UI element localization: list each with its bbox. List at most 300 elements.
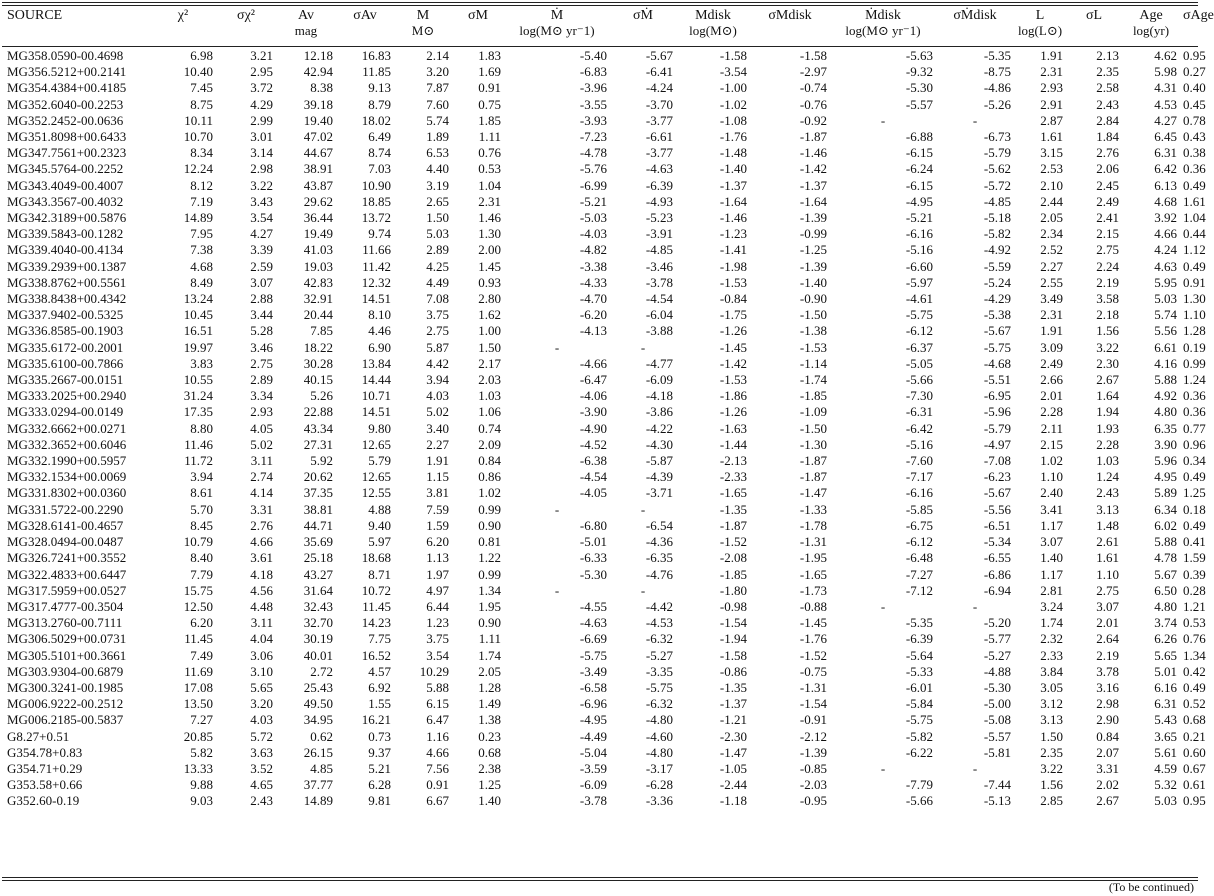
table-cell: 1.34 <box>478 582 501 598</box>
table-cell: 0.81 <box>478 534 501 550</box>
source-name-cell: MG322.4833+00.6447 <box>7 566 127 582</box>
table-cell: 38.91 <box>303 161 333 177</box>
table-cell: 3.75 <box>426 307 449 323</box>
table-row <box>2 664 1198 680</box>
table-cell: -6.38 <box>579 453 607 469</box>
table-cell: 3.54 <box>250 210 273 226</box>
table-cell: 0.27 <box>1183 64 1206 80</box>
table-cell: -3.49 <box>579 663 607 679</box>
table-cell: 1.23 <box>426 615 449 631</box>
table-cell: 15.75 <box>183 582 213 598</box>
table-cell: 1.61 <box>1183 193 1206 209</box>
table-cell: 10.71 <box>361 388 391 404</box>
table-cell: -6.83 <box>579 64 607 80</box>
table-cell: 7.38 <box>190 242 213 258</box>
table-cell: - <box>880 598 886 614</box>
table-cell: -7.27 <box>905 566 933 582</box>
table-cell: 1.55 <box>368 696 391 712</box>
table-cell: 14.23 <box>361 615 391 631</box>
table-cell: 6.26 <box>1154 631 1177 647</box>
table-cell: -4.60 <box>645 728 673 744</box>
table-cell: -4.18 <box>645 388 673 404</box>
table-cell: -3.36 <box>645 793 673 809</box>
table-cell: -5.20 <box>983 615 1011 631</box>
table-cell: 0.75 <box>478 96 501 112</box>
table-row <box>2 307 1198 323</box>
table-cell: 2.41 <box>1096 210 1119 226</box>
table-cell: 0.43 <box>1183 129 1206 145</box>
table-cell: -1.37 <box>719 696 747 712</box>
table-cell: -7.23 <box>579 129 607 145</box>
table-cell: 3.01 <box>250 129 273 145</box>
table-cell: -6.96 <box>579 696 607 712</box>
table-cell: -1.09 <box>799 404 827 420</box>
table-top-rule <box>2 2 1198 3</box>
table-cell: 8.49 <box>190 274 213 290</box>
table-row <box>2 680 1198 696</box>
table-row <box>2 550 1198 566</box>
table-cell: 0.41 <box>1183 534 1206 550</box>
table-cell: -4.66 <box>579 355 607 371</box>
source-name-cell: MG339.2939+00.1387 <box>7 258 127 274</box>
table-cell: 0.40 <box>1183 80 1206 96</box>
table-cell: -1.65 <box>719 485 747 501</box>
table-cell: 1.46 <box>478 210 501 226</box>
table-cell: -0.92 <box>799 112 827 128</box>
table-cell: 4.92 <box>1154 388 1177 404</box>
table-cell: -1.45 <box>799 615 827 631</box>
source-name-cell: MG328.0494-00.0487 <box>7 534 124 550</box>
table-cell: -6.28 <box>645 777 673 793</box>
table-cell: -1.98 <box>719 258 747 274</box>
table-cell: 7.87 <box>426 80 449 96</box>
table-cell: -5.67 <box>983 323 1011 339</box>
table-cell: 10.70 <box>183 129 213 145</box>
table-cell: 12.65 <box>361 436 391 452</box>
table-cell: -5.82 <box>905 728 933 744</box>
table-cell: 0.28 <box>1183 582 1206 598</box>
table-cell: -6.39 <box>645 177 673 193</box>
table-cell: 3.92 <box>1154 210 1177 226</box>
source-name-cell: MG332.1534+00.0069 <box>7 469 127 485</box>
column-header-label: Av <box>297 8 315 23</box>
table-cell: 19.97 <box>183 339 213 355</box>
table-row <box>2 712 1198 728</box>
table-cell: -5.82 <box>983 226 1011 242</box>
table-cell: 4.80 <box>1154 404 1177 420</box>
table-cell: -1.35 <box>719 501 747 517</box>
table-row <box>2 242 1198 258</box>
table-cell: -3.86 <box>645 404 673 420</box>
table-cell: 1.62 <box>478 307 501 323</box>
table-cell: -6.04 <box>645 307 673 323</box>
table-cell: 1.59 <box>426 517 449 533</box>
table-cell: 9.80 <box>368 420 391 436</box>
column-header-unit: log(yr) <box>1132 23 1170 38</box>
table-cell: 2.88 <box>250 291 273 307</box>
table-cell: 7.27 <box>190 712 213 728</box>
column-header <box>150 6 216 48</box>
table-cell: 4.04 <box>250 631 273 647</box>
table-cell: -7.44 <box>983 777 1011 793</box>
table-cell: -6.99 <box>579 177 607 193</box>
table-cell: 12.32 <box>361 274 391 290</box>
table-cell: 31.64 <box>303 582 333 598</box>
table-cell: -9.32 <box>905 64 933 80</box>
table-cell: 2.40 <box>1040 485 1063 501</box>
table-cell: 2.28 <box>1096 436 1119 452</box>
table-row <box>2 534 1198 550</box>
column-header-label: σMdisk <box>768 8 812 23</box>
table-cell: 42.83 <box>303 274 333 290</box>
table-cell: 1.91 <box>1040 48 1063 63</box>
table-cell: -6.32 <box>645 631 673 647</box>
table-cell: -5.05 <box>905 355 933 371</box>
table-row <box>2 518 1198 534</box>
table-cell: 7.08 <box>426 291 449 307</box>
table-cell: -5.03 <box>579 210 607 226</box>
table-cell: 0.49 <box>1183 258 1206 274</box>
table-cell: -2.30 <box>719 728 747 744</box>
source-name-cell: MG332.1990+00.5957 <box>7 453 127 469</box>
table-row <box>2 129 1198 145</box>
table-cell: -6.32 <box>645 696 673 712</box>
column-header-label: χ² <box>177 8 189 23</box>
table-cell: 3.22 <box>1096 339 1119 355</box>
table-cell: 37.35 <box>303 485 333 501</box>
table-cell: -1.42 <box>719 355 747 371</box>
table-cell: 14.89 <box>183 210 213 226</box>
table-cell: 6.16 <box>1154 679 1177 695</box>
table-cell: 2.15 <box>1096 226 1119 242</box>
table-cell: 9.40 <box>368 517 391 533</box>
table-cell: 4.97 <box>426 582 449 598</box>
table-cell: 1.40 <box>478 793 501 809</box>
source-name-cell: MG300.3241-00.1985 <box>7 679 124 695</box>
table-cell: 13.24 <box>183 291 213 307</box>
table-cell: 8.71 <box>368 566 391 582</box>
table-cell: 2.24 <box>1096 258 1119 274</box>
table-cell: 3.05 <box>1040 679 1063 695</box>
table-cell: -2.12 <box>799 728 827 744</box>
table-cell: 3.13 <box>1096 501 1119 517</box>
table-cell: 4.53 <box>1154 96 1177 112</box>
column-header-label: Age <box>1139 8 1163 23</box>
table-cell: 3.24 <box>1040 598 1063 614</box>
table-cell: -1.86 <box>719 388 747 404</box>
table-cell: -1.18 <box>719 793 747 809</box>
table-cell: 10.72 <box>361 582 391 598</box>
table-cell: 1.24 <box>1096 469 1119 485</box>
table-cell: 10.29 <box>419 663 449 679</box>
table-cell: 0.90 <box>478 517 501 533</box>
table-cell: 12.24 <box>183 161 213 177</box>
table-cell: - <box>554 582 560 598</box>
table-cell: 38.81 <box>303 501 333 517</box>
table-cell: -5.84 <box>905 696 933 712</box>
table-cell: -5.76 <box>579 161 607 177</box>
table-cell: -6.09 <box>579 777 607 793</box>
table-cell: 32.43 <box>303 598 333 614</box>
table-row <box>2 437 1198 453</box>
table-cell: -5.26 <box>983 96 1011 112</box>
table-cell: 4.29 <box>250 96 273 112</box>
column-header <box>1122 6 1180 48</box>
table-cell: -1.23 <box>719 226 747 242</box>
source-name-cell: G353.58+0.66 <box>7 777 83 793</box>
table-cell: 1.28 <box>1183 323 1206 339</box>
table-cell: -4.55 <box>579 598 607 614</box>
table-cell: 1.59 <box>1183 550 1206 566</box>
table-cell: -5.75 <box>905 307 933 323</box>
table-cell: 8.80 <box>190 420 213 436</box>
column-header-label: Ṁdisk <box>865 8 901 23</box>
table-row <box>2 259 1198 275</box>
table-cell: 3.09 <box>1040 339 1063 355</box>
table-cell: 1.83 <box>478 48 501 63</box>
table-cell: -6.20 <box>579 307 607 323</box>
source-name-cell: MG345.5764-00.2252 <box>7 161 124 177</box>
table-cell: 44.67 <box>303 145 333 161</box>
table-cell: 1.28 <box>478 679 501 695</box>
table-cell: 8.12 <box>190 177 213 193</box>
table-cell: -5.18 <box>983 210 1011 226</box>
table-cell: 3.52 <box>250 760 273 776</box>
table-cell: 2.11 <box>1040 420 1063 436</box>
table-cell: 8.61 <box>190 485 213 501</box>
table-cell: 1.10 <box>1096 566 1119 582</box>
table-cell: 1.94 <box>1096 404 1119 420</box>
column-header-label: σχ² <box>237 8 255 23</box>
table-cell: 14.51 <box>361 291 391 307</box>
table-cell: 1.30 <box>478 226 501 242</box>
table-cell: 10.79 <box>183 534 213 550</box>
table-cell: -4.13 <box>579 323 607 339</box>
table-cell: 27.31 <box>303 436 333 452</box>
table-cell: 5.97 <box>368 534 391 550</box>
table-cell: 4.59 <box>1154 760 1177 776</box>
table-cell: 1.22 <box>478 550 501 566</box>
table-cell: -1.50 <box>799 307 827 323</box>
column-header <box>936 6 1014 48</box>
table-cell: 20.85 <box>183 728 213 744</box>
table-cell: -1.41 <box>719 242 747 258</box>
column-header <box>276 6 336 48</box>
table-cell: 1.84 <box>1096 129 1119 145</box>
table-cell: 17.35 <box>183 404 213 420</box>
table-cell: -4.49 <box>579 728 607 744</box>
table-cell: -1.05 <box>719 760 747 776</box>
table-cell: 47.02 <box>303 129 333 145</box>
table-cell: 6.67 <box>426 793 449 809</box>
source-name-cell: MG328.6141-00.4657 <box>7 517 124 533</box>
table-cell: 40.15 <box>303 372 333 388</box>
table-cell: 0.49 <box>1183 679 1206 695</box>
table-cell: -5.75 <box>983 339 1011 355</box>
table-cell: - <box>640 582 646 598</box>
table-cell: 1.00 <box>478 323 501 339</box>
table-cell: -0.99 <box>799 226 827 242</box>
source-name-cell: MG358.0590-00.4698 <box>7 48 124 63</box>
table-cell: 2.98 <box>1096 696 1119 712</box>
table-cell: -5.75 <box>579 647 607 663</box>
table-cell: -6.73 <box>983 129 1011 145</box>
continued-note: (To be continued) <box>1108 880 1194 894</box>
column-header-unit: log(M⊙ yr⁻1) <box>845 23 921 38</box>
table-cell: 2.07 <box>1096 744 1119 760</box>
table-cell: -6.16 <box>905 226 933 242</box>
table-bottom-rule <box>2 877 1198 878</box>
table-cell: -6.22 <box>905 744 933 760</box>
table-cell: 3.22 <box>250 177 273 193</box>
table-cell: 5.88 <box>426 679 449 695</box>
table-cell: -1.14 <box>799 355 827 371</box>
column-header <box>676 6 750 48</box>
table-cell: 1.13 <box>426 550 449 566</box>
table-cell: -5.27 <box>983 647 1011 663</box>
table-cell: 1.49 <box>478 696 501 712</box>
table-cell: 3.34 <box>250 388 273 404</box>
table-cell: 2.15 <box>1040 436 1063 452</box>
table-cell: - <box>880 760 886 776</box>
column-header-label: M <box>416 8 430 23</box>
table-cell: -1.39 <box>799 744 827 760</box>
table-cell: - <box>640 501 646 517</box>
table-row <box>2 275 1198 291</box>
table-cell: 1.04 <box>1183 210 1206 226</box>
table-cell: 5.96 <box>1154 453 1177 469</box>
table-cell: 11.45 <box>362 598 391 614</box>
table-cell: 32.91 <box>303 291 333 307</box>
table-cell: 3.11 <box>250 453 273 469</box>
table-row <box>2 421 1198 437</box>
table-cell: -1.38 <box>799 323 827 339</box>
table-cell: 1.21 <box>1183 598 1206 614</box>
table-cell: 1.45 <box>478 258 501 274</box>
column-header-unit: log(M⊙ yr⁻1) <box>519 23 595 38</box>
table-cell: -5.30 <box>579 566 607 582</box>
table-row <box>2 615 1198 631</box>
table-cell: -2.97 <box>799 64 827 80</box>
table-cell: 6.13 <box>1154 177 1177 193</box>
table-cell: -1.40 <box>799 274 827 290</box>
table-cell: 1.10 <box>1183 307 1206 323</box>
table-cell: 4.62 <box>1154 48 1177 63</box>
table-cell: 0.52 <box>1183 696 1206 712</box>
source-name-cell: MG354.4384+00.4185 <box>7 80 127 96</box>
column-header <box>830 6 936 48</box>
table-cell: -1.52 <box>719 534 747 550</box>
table-cell: 4.16 <box>1154 355 1177 371</box>
table-cell: 35.69 <box>303 534 333 550</box>
table-row <box>2 48 1198 64</box>
table-cell: -5.85 <box>905 501 933 517</box>
table-cell: 11.85 <box>362 64 391 80</box>
table-cell: -4.70 <box>579 291 607 307</box>
table-cell: 1.74 <box>478 647 501 663</box>
table-cell: 5.82 <box>190 744 213 760</box>
table-cell: -2.44 <box>719 777 747 793</box>
table-cell: -7.12 <box>905 582 933 598</box>
table-cell: -6.48 <box>905 550 933 566</box>
table-cell: 9.03 <box>190 793 213 809</box>
table-cell: -4.03 <box>579 226 607 242</box>
table-cell: 2.76 <box>1096 145 1119 161</box>
table-cell: 13.84 <box>361 355 391 371</box>
table-cell: 44.71 <box>303 517 333 533</box>
table-cell: 18.68 <box>361 550 391 566</box>
source-name-cell: MG337.9402-00.5325 <box>7 307 124 323</box>
table-cell: 4.48 <box>250 598 273 614</box>
table-cell: 5.74 <box>426 112 449 128</box>
table-cell: 1.74 <box>1040 615 1063 631</box>
table-cell: 7.56 <box>426 760 449 776</box>
table-cell: 4.56 <box>250 582 273 598</box>
table-cell: 5.01 <box>1154 663 1177 679</box>
column-header <box>750 6 830 48</box>
table-cell: 0.61 <box>1183 777 1206 793</box>
table-cell: -1.87 <box>719 517 747 533</box>
table-cell: -1.40 <box>719 161 747 177</box>
table-cell: -4.33 <box>579 274 607 290</box>
table-cell: 3.43 <box>250 193 273 209</box>
table-cell: 1.11 <box>478 129 501 145</box>
table-cell: 19.03 <box>303 258 333 274</box>
table-cell: 3.90 <box>1154 436 1177 452</box>
table-cell: -4.95 <box>579 712 607 728</box>
table-cell: 2.38 <box>478 760 501 776</box>
table-cell: -1.64 <box>799 193 827 209</box>
table-cell: 2.10 <box>1040 177 1063 193</box>
table-cell: - <box>554 339 560 355</box>
table-cell: 0.49 <box>1183 517 1206 533</box>
source-name-cell: MG333.0294-00.0149 <box>7 404 124 420</box>
table-cell: -6.61 <box>645 129 673 145</box>
table-cell: -5.75 <box>905 712 933 728</box>
table-cell: 26.15 <box>303 744 333 760</box>
table-cell: 0.62 <box>310 728 333 744</box>
table-cell: -4.42 <box>645 598 673 614</box>
table-cell: -4.93 <box>645 193 673 209</box>
table-cell: -5.67 <box>983 485 1011 501</box>
table-cell: 2.93 <box>250 404 273 420</box>
table-cell: 4.68 <box>1154 193 1177 209</box>
table-row <box>2 777 1198 793</box>
column-header <box>504 6 610 48</box>
table-cell: 5.21 <box>368 760 391 776</box>
table-cell: -1.85 <box>719 566 747 582</box>
table-cell: 11.72 <box>184 453 213 469</box>
table-cell: 1.97 <box>426 566 449 582</box>
table-cell: -5.24 <box>983 274 1011 290</box>
table-cell: -1.50 <box>799 420 827 436</box>
table-cell: -4.88 <box>983 663 1011 679</box>
table-cell: -5.35 <box>983 48 1011 63</box>
column-header-label: L <box>1035 8 1045 23</box>
source-name-cell: MG335.6100-00.7866 <box>7 355 124 371</box>
table-cell: 6.45 <box>1154 129 1177 145</box>
table-cell: -1.87 <box>799 129 827 145</box>
table-cell: 5.79 <box>368 453 391 469</box>
table-row <box>2 388 1198 404</box>
table-cell: 34.95 <box>303 712 333 728</box>
table-cell: -5.79 <box>983 420 1011 436</box>
table-cell: 4.63 <box>1154 258 1177 274</box>
table-cell: 2.02 <box>1096 777 1119 793</box>
column-header-label: σṀdisk <box>953 8 997 23</box>
table-cell: 18.02 <box>361 112 391 128</box>
table-row <box>2 113 1198 129</box>
